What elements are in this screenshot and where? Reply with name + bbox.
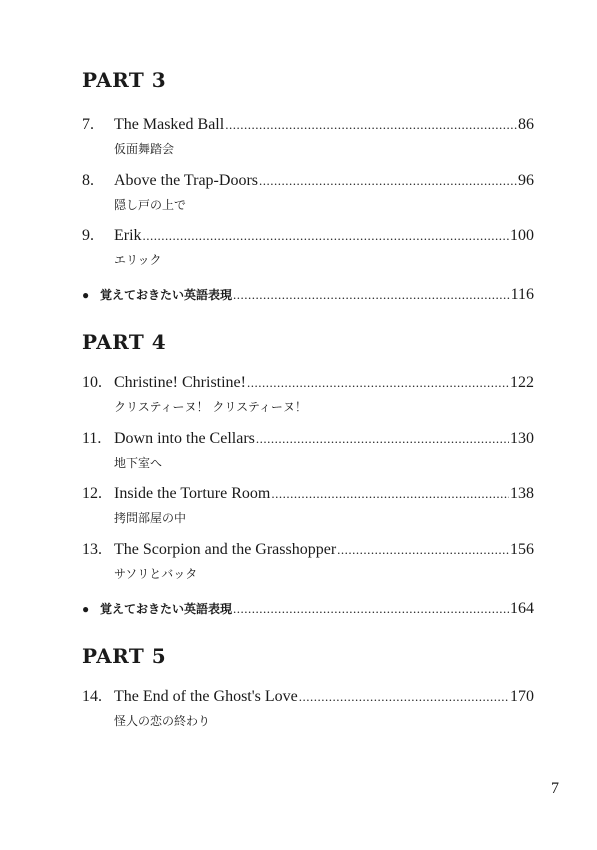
toc-entry[interactable] (82, 485, 534, 525)
page-ref: 156 (510, 541, 534, 558)
chapter-number: 8. (82, 172, 94, 189)
chapter-number: 10. (82, 374, 102, 391)
dot-leader (337, 541, 509, 559)
chapter-title-jp: 地下室へ (114, 456, 163, 470)
toc-entry[interactable] (82, 430, 534, 470)
toc-entry[interactable] (82, 227, 534, 267)
chapter-title: Above the Trap-Doors (114, 172, 258, 189)
chapter-title-jp: エリック (114, 253, 162, 267)
chapter-title-jp: クリスティーヌ！ クリスティーヌ！ (114, 400, 307, 414)
chapter-title: Erik (114, 227, 142, 244)
page-ref: 164 (510, 600, 534, 617)
dot-leader (233, 600, 509, 618)
page-ref: 100 (510, 227, 534, 244)
page-ref: 130 (510, 430, 534, 447)
dot-leader (143, 227, 509, 245)
dot-leader (299, 688, 509, 706)
toc-entry-expressions[interactable] (82, 286, 534, 304)
chapter-title-jp: 隠し戸の上で (114, 198, 187, 212)
chapter-title: The Masked Ball (114, 116, 225, 133)
chapter-title: Inside the Torture Room (114, 485, 271, 502)
dot-leader (259, 172, 517, 190)
chapter-title: Down into the Cellars (114, 430, 255, 447)
chapter-number: 7. (82, 116, 94, 133)
chapter-title-jp: 怪人の恋の終わり (114, 714, 211, 728)
dot-leader (247, 374, 509, 392)
part-heading: PART 3 (82, 68, 167, 92)
chapter-title-jp: 拷問部屋の中 (114, 511, 187, 525)
page-ref: 122 (510, 374, 534, 391)
chapter-number: 13. (82, 541, 102, 558)
dot-leader (225, 116, 517, 134)
chapter-title-jp: 仮面舞踏会 (114, 142, 175, 156)
chapter-number: 12. (82, 485, 102, 502)
chapter-title: The Scorpion and the Grasshopper (114, 541, 337, 558)
chapter-number: 9. (82, 227, 94, 244)
bullet-icon: ● (82, 288, 90, 302)
page-number: 7 (551, 780, 559, 797)
chapter-title: The End of the Ghost's Love (114, 688, 298, 705)
bullet-icon: ● (82, 602, 90, 616)
chapter-number: 11. (82, 430, 102, 447)
toc-entry[interactable] (82, 374, 534, 414)
chapter-title-jp: サソリとバッタ (114, 567, 198, 581)
expressions-title: 覚えておきたい英語表現 (100, 602, 233, 616)
toc-entry[interactable] (82, 116, 534, 156)
chapter-number: 14. (82, 688, 102, 705)
toc-entry[interactable] (82, 688, 534, 728)
page-ref: 116 (510, 286, 534, 303)
chapter-title: Christine! Christine! (114, 374, 246, 391)
toc-entry-expressions[interactable] (82, 600, 534, 618)
dot-leader (271, 485, 509, 503)
page-ref: 138 (510, 485, 534, 502)
part-heading: PART 4 (82, 330, 167, 354)
expressions-title: 覚えておきたい英語表現 (100, 288, 233, 302)
part-heading: PART 5 (82, 644, 167, 668)
toc-entry[interactable] (82, 541, 534, 581)
toc-entry[interactable] (82, 172, 534, 212)
page-ref: 86 (518, 116, 534, 133)
dot-leader (233, 286, 510, 304)
page-ref: 96 (518, 172, 534, 189)
dot-leader (256, 430, 509, 448)
page-ref: 170 (510, 688, 534, 705)
